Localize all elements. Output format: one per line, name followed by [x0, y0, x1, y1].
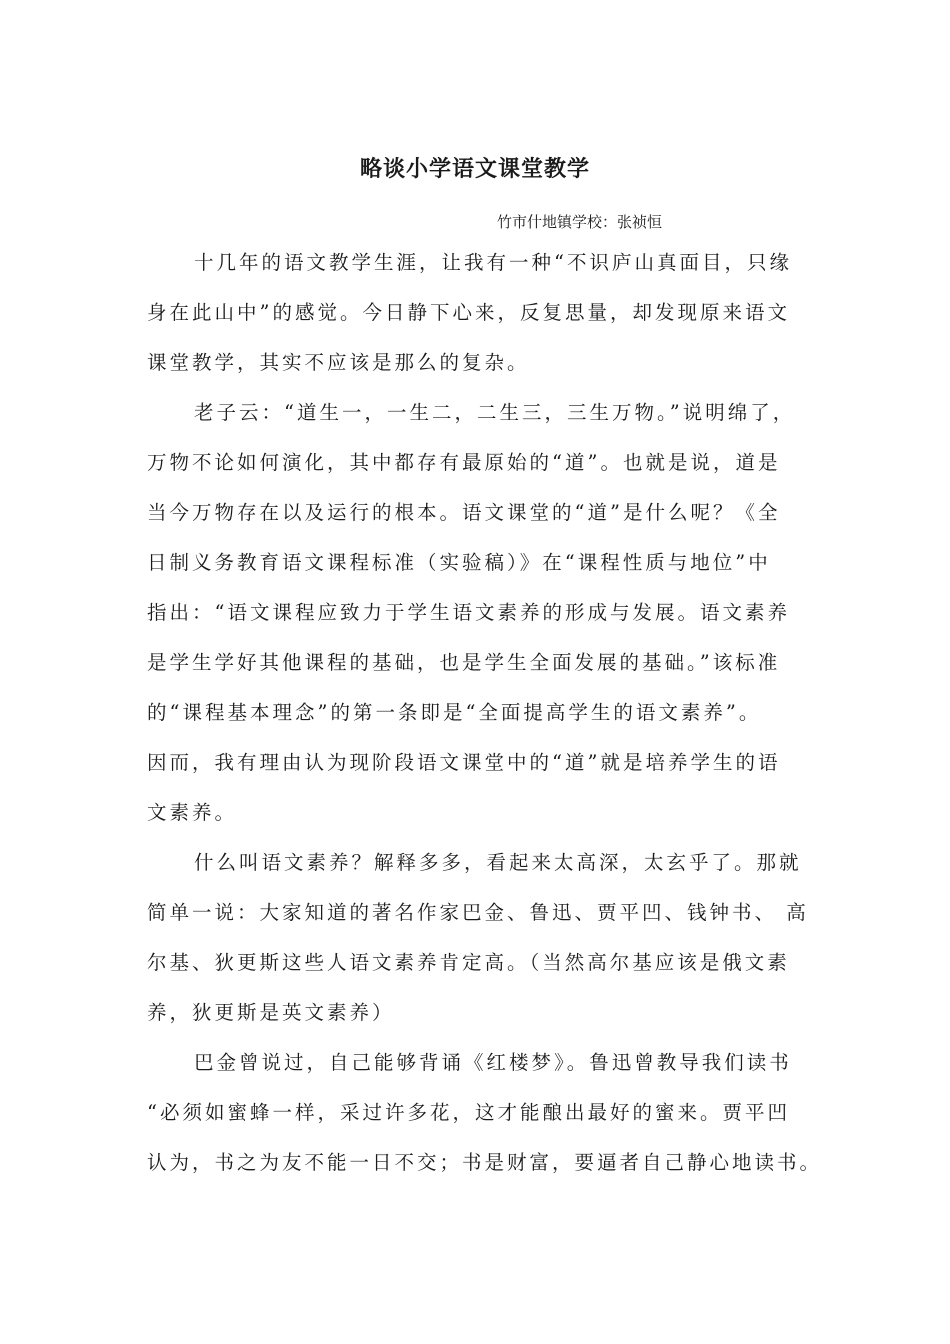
document-title: 略谈小学语文课堂教学	[359, 156, 590, 182]
text-line: 文素养。	[147, 801, 238, 824]
text-line: 万物不论如何演化，其中都存有最原始的“道”。也就是说，道是	[147, 451, 781, 474]
text-line: “必须如蜜蜂一样，采过许多花，这才能酿出最好的蜜来。贾平凹	[147, 1101, 790, 1124]
text-line: 老子云：“道生一，一生二，二生三，三生万物。”说明绵了，	[194, 401, 796, 424]
text-line: 什么叫语文素养？解释多多，看起来太高深，太玄乎了。那就	[194, 851, 802, 874]
text-line: 是学生学好其他课程的基础，也是学生全面发展的基础。”该标准	[147, 651, 781, 674]
text-line: 认为，书之为友不能一日不交；书是财富，要逼者自己静心地读书。	[147, 1151, 823, 1174]
text-line: 尔基、狄更斯这些人语文素养肯定高。（当然高尔基应该是俄文素	[147, 951, 790, 974]
text-line: 因而，我有理由认为现阶段语文课堂中的“道”就是培养学生的语	[147, 751, 781, 774]
text-line: 课堂教学，其实不应该是那么的复杂。	[147, 351, 530, 374]
text-line: 养，狄更斯是英文素养）	[147, 1001, 395, 1024]
text-line: 日制义务教育语文课程标准（实验稿）》在“课程性质与地位”中	[147, 551, 771, 574]
text-line: 简单一说：大家知道的著名作家巴金、鲁迅、贾平凹、钱钟书、 高	[147, 901, 809, 924]
document-body	[147, 238, 837, 1188]
text-line: 的“课程基本理念”的第一条即是“全面提高学生的语文素养”。	[147, 701, 762, 724]
text-line: 巴金曾说过，自己能够背诵《红楼梦》。鲁迅曾教导我们读书	[194, 1051, 792, 1074]
text-line: 指出：“语文课程应致力于学生语文素养的形成与发展。语文素养	[147, 601, 790, 624]
text-line: 身在此山中”的感觉。今日静下心来，反复思量，却发现原来语文	[147, 301, 790, 324]
author-line: 竹市什地镇学校：张祯恒	[497, 213, 663, 231]
text-line: 十几年的语文教学生涯，让我有一种“不识庐山真面目，只缘	[194, 251, 792, 274]
text-line: 当今万物存在以及运行的根本。语文课堂的“道”是什么呢？《全	[147, 501, 781, 524]
